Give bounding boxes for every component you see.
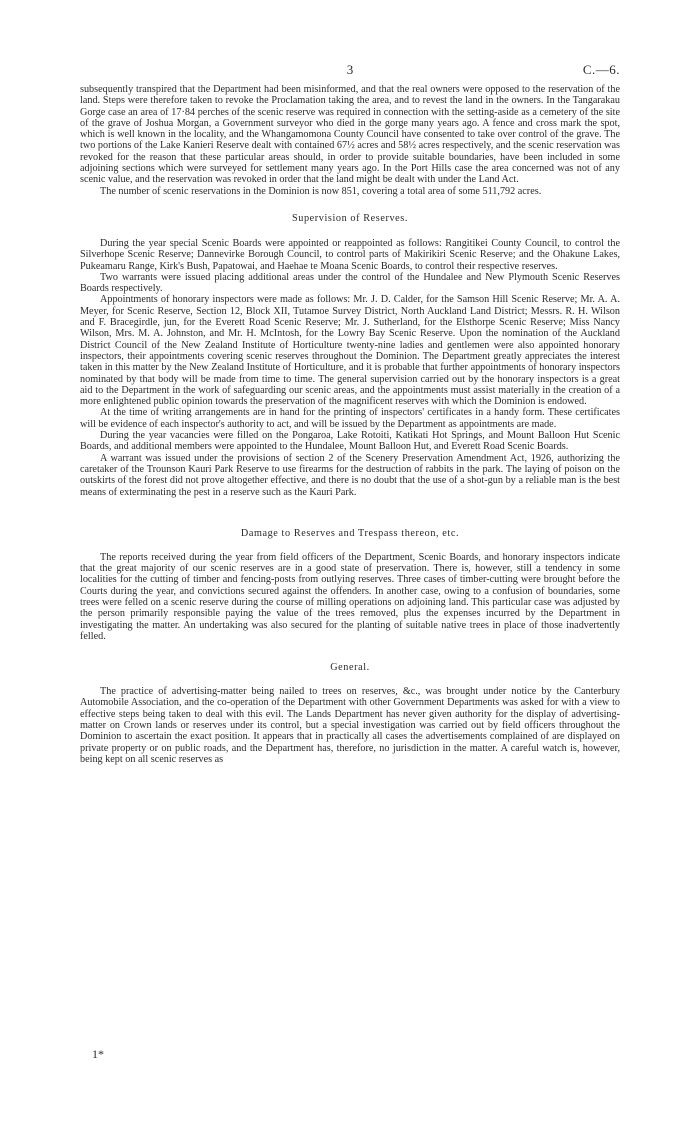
page-reference: C.—6. (582, 62, 620, 77)
damage-paragraph: The reports received during the year from field officers of the Department, Scenic Boards, and honorary inspectors indicate that the great majority of our scenic reserves are in a good state of preservation. There is, however, still a tendency in some localities for the cutting of timber and fencing-posts from outlying reserves. Three cases of timber-cutting were brought before the Courts during the year, and convictions secured against the offenders. In another case, owing to a confusion of boundaries, some trees were felled on a scenic reserve during the course of milling operations on adjoining land. This particular case was adjusted by the person primarily responsible paying the value of the trees removed, plus the expenses incurred by the Department in investigating the matter. An undertaking was also secured for the planting of suitable native trees in place of those inadvertently felled. (80, 551, 620, 642)
section-heading-supervision: Supervision of Reserves. (292, 212, 408, 224)
page-number: 3 (346, 62, 354, 77)
general-paragraph: The practice of advertising-matter being nailed to trees on reserves, &c., was brought under notice by the Canterbury Automobile Association, and the co-operation of the Department with other Government Departments was asked for with a view to effective steps being taken to deal with this evil. The Lands Department has never given authority for the display of advertising-matter on Crown lands or reserves under its control, but a special investigation was carried out by field officers throughout the Dominion to ascertain the exact position. It appears that in practically all cases the advertisements complained of are displayed on private property or on public roads, and the Department has, therefore, no jurisdiction in the matter. A careful watch is, however, being kept on all scenic reserves as (80, 686, 620, 765)
supervision-paragraph: At the time of writing arrangements are in hand for the printing of inspectors' certificates in a handy form. These certificates will be evidence of each inspector's authority to act, and will be issued by the Department as appointments are made. (80, 407, 620, 430)
supervision-paragraph: Appointments of honorary inspectors were made as follows: Mr. J. D. Calder, for the Samson Hill Scenic Reserve; Mr. A. A. Meyer, for Scenic Reserve, Section 12, Block XII, Tutamoe Survey District, North Auckland Land District; Messrs. R. H. Wilson and F. Bracegirdle, jun, for the Everett Road Scenic Reserve; Mr. J. Sutherland, for the Elsthorpe Scenic Reserve; Miss Nancy Wilson, Mrs. M. A. Johnston, and Mr. H. McIntosh, for the Lowry Bay Scenic Reserve. Upon the nomination of the Auckland District Council of the New Zealand Institute of Horticulture twenty-nine ladies and gentlemen were also appointed honorary inspectors, their appointments covering scenic reserves throughout the Dominion. The Department greatly appreciates the interest taken in this matter by the New Zealand Institute of Horticulture, and it is probable that further appointments of honorary inspectors nominated by that body will be made from time to time. The general supervision carried out by the honorary inspectors is a great aid to the Department in the work of safeguarding our scenic areas, and the appointments must assist materially in the creation of a more enlightened public opinion towards the preservation of the magnificent reserves with which the Dominion is endowed. (80, 294, 620, 408)
supervision-paragraph: During the year special Scenic Boards were appointed or reappointed as follows: Rangitikei County Council, to control the Silverhope Scenic Reserve; Dannevirke Borough Council, to control parts of Makirikiri Scenic Reserve; and the Ohakune Lakes, Pukeamaru Range, Kirk's Bush, Papatowai, and Haehae te Moana Scenic Boards, to control their respective reserves. (80, 237, 620, 272)
intro-paragraph-1: subsequently transpired that the Department had been misinformed, and that the real owners were opposed to the reservation of the land. Steps were therefore taken to revoke the Proclamation taking the area, and to revest the land in the owners. In the Tangarakau Gorge case an area of 17·84 perches of the scenic reserve was required in connection with the setting-aside as a cemetery of the site of the grave of Joshua Morgan, a Government surveyor who died in the gorge many years ago. A fence and cross mark the spot, which is well known in the locality, and the Whangamomona County Council have consented to take over control of the grave. The two portions of the Lake Kanieri Reserve dealt with contained 67½ acres and 58½ acres respectively, and the scenic reservation was revoked for the reason that these particular areas should, in order to provide suitable boundaries, have been included in some adjoining sections which were surveyed for settlement many years ago. In the Port Hills case the area concerned was not of any scenic value, and the reservation was revoked in order that the land might be dealt with under the Land Act. (80, 84, 620, 186)
signature-mark: 1* (92, 1047, 104, 1061)
page-header (80, 62, 620, 78)
intro-paragraph-2: The number of scenic reservations in the Dominion is now 851, covering a total area of some 511,792 acres. (100, 185, 542, 197)
section-heading-general: General. (330, 662, 370, 674)
supervision-paragraph: During the year vacancies were filled on the Pongaroa, Lake Rotoiti, Katikati Hot Springs, and Mount Balloon Hut Scenic Boards, and additional members were appointed to the Hundalee, Mount Balloon Hut, and Everett Road Scenic Boards. (80, 430, 620, 453)
supervision-paragraph: Two warrants were issued placing additional areas under the control of the Hundalee and New Plymouth Scenic Reserves Boards respectively. (80, 271, 620, 295)
supervision-paragraph: A warrant was issued under the provisions of section 2 of the Scenery Preservation Amendment Act, 1926, authorizing the caretaker of the Trounson Kauri Park Reserve to use firearms for the destruction of rabbits in the park. The laying of poison on the outskirts of the forest did not prove altogether effective, and there is no doubt that the use of a shot-gun by a reliable man is the best means of exterminating the pest in a reserve such as the Kauri Park. (80, 452, 620, 498)
section-heading-damage: Damage to Reserves and Trespass thereon, etc. (240, 527, 460, 539)
document-body (80, 84, 620, 765)
